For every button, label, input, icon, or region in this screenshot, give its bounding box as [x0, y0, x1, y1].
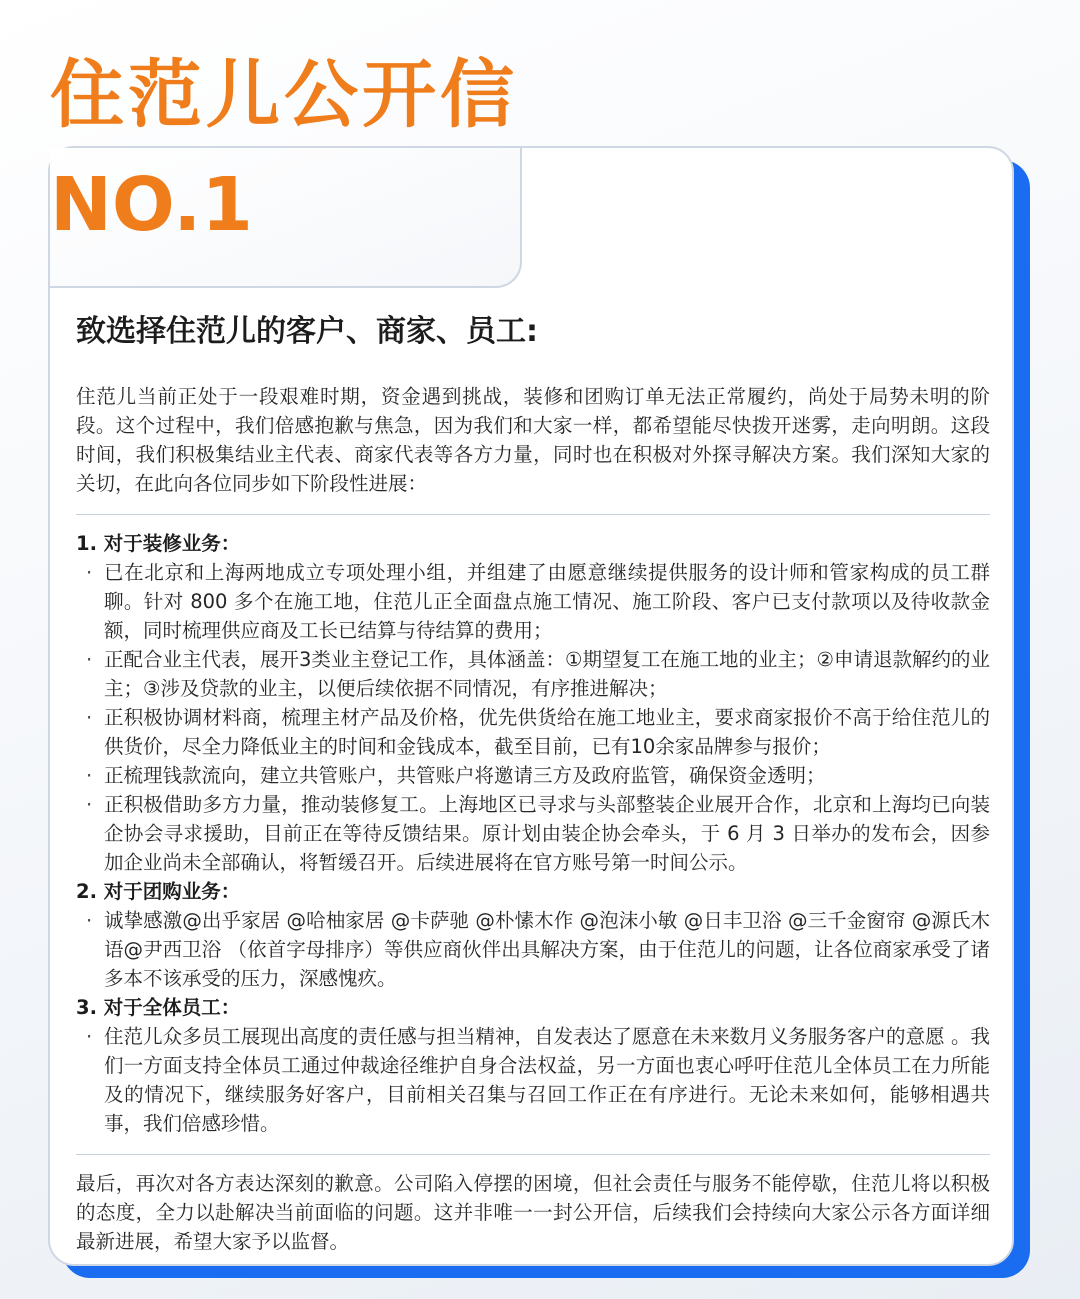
bullet-icon: · — [86, 793, 93, 816]
list-item: · 正积极协调材料商，梳理主材产品及价格，优先供货给在施工地业主，要求商家报价不高于给住范儿的供货价，尽全力降低业主的时间和金钱成本，截至目前，已有10余家品牌参与报价； — [76, 703, 990, 761]
list-item: · 正积极借助多方力量，推动装修复工。上海地区已寻求与头部整装企业展开合作，北京和上海均已向装企协会寻求援助，目前正在等待反馈结果。原计划由装企协会牵头，于 6 月 3 日举办的发布会，因参加企业尚未全部确认，将暂缓召开。后续进展将在官方账号第一时间公示。 — [76, 790, 990, 877]
bullet-icon: · — [86, 764, 93, 787]
bullet-icon: · — [86, 1025, 93, 1048]
bullet-icon: · — [86, 706, 93, 729]
closing-paragraph: 最后，再次对各方表达深刻的歉意。公司陷入停摆的困境，但社会责任与服务不能停歇，住范儿将以积极的态度，全力以赴解决当前面临的问题。这并非唯一一封公开信，后续我们会持续向大家公示各方面详细最新进展，希望大家予以监督。 — [76, 1172, 990, 1253]
list-item: · 正配合业主代表，展开3类业主登记工作，具体涵盖：①期望复工在施工地的业主；②申请退款解约的业主；③涉及贷款的业主，以便后续依据不同情况，有序推进解决； — [76, 645, 990, 703]
bullet-icon: · — [86, 909, 93, 932]
section-title: 2. 对于团购业务： — [76, 880, 241, 903]
section-list — [76, 558, 990, 877]
bullet-icon: · — [86, 561, 93, 584]
issue-number: NO.1 — [50, 162, 253, 248]
section-list — [76, 1022, 990, 1138]
section-title: 3. 对于全体员工： — [76, 996, 241, 1019]
page-title: 住范儿公开信 — [50, 52, 518, 138]
intro-paragraph: 住范儿当前正处于一段艰难时期，资金遇到挑战，装修和团购订单无法正常履约，尚处于局势未明的阶段。这个过程中，我们倍感抱歉与焦急，因为我们和大家一样，都希望能尽快拨开迷雾，走向明朗。这段时间，我们积极集结业主代表、商家代表等各方力量，同时也在积极对外探寻解决方案。我们深知大家的关切，在此向各位同步如下阶段性进展： — [76, 385, 990, 495]
section-list — [76, 906, 990, 993]
list-item: · 已在北京和上海两地成立专项处理小组，并组建了由愿意继续提供服务的设计师和管家构成的员工群聊。针对 800 多个在施工地，住范儿正全面盘点施工情况、施工阶段、客户已支付款项以及待收款金额，同时梳理供应商及工长已结算与待结算的费用； — [76, 558, 990, 645]
list-item: · 诚挚感激@出乎家居 @哈柚家居 @卡萨驰 @朴愫木作 @泡沫小敏 @日丰卫浴 @三千金窗帘 @源氏木语@尹西卫浴 （依首字母排序）等供应商伙伴出具解决方案，由于住范儿的问题，让各位商家承受了诸多本不该承受的压力，深感愧疚。 — [76, 906, 990, 993]
list-item: · 正梳理钱款流向，建立共管账户，共管账户将邀请三方及政府监管，确保资金透明； — [76, 761, 990, 790]
list-item: · 住范儿众多员工展现出高度的责任感与担当精神，自发表达了愿意在未来数月义务服务客户的意愿 。我们一方面支持全体员工通过仲裁途径维护自身合法权益，另一方面也衷心呼吁住范儿全体员工在力所能及的情况下，继续服务好客户，目前相关召集与召回工作正在有序进行。无论未来如何，能够相遇共事，我们倍感珍惜。 — [76, 1022, 990, 1138]
letter-body — [76, 310, 990, 1256]
bullet-icon: · — [86, 648, 93, 671]
divider — [76, 1154, 990, 1155]
divider — [76, 514, 990, 515]
section-title: 1. 对于装修业务： — [76, 532, 241, 555]
letter-greeting: 致选择住范儿的客户、商家、员工: — [76, 314, 538, 349]
